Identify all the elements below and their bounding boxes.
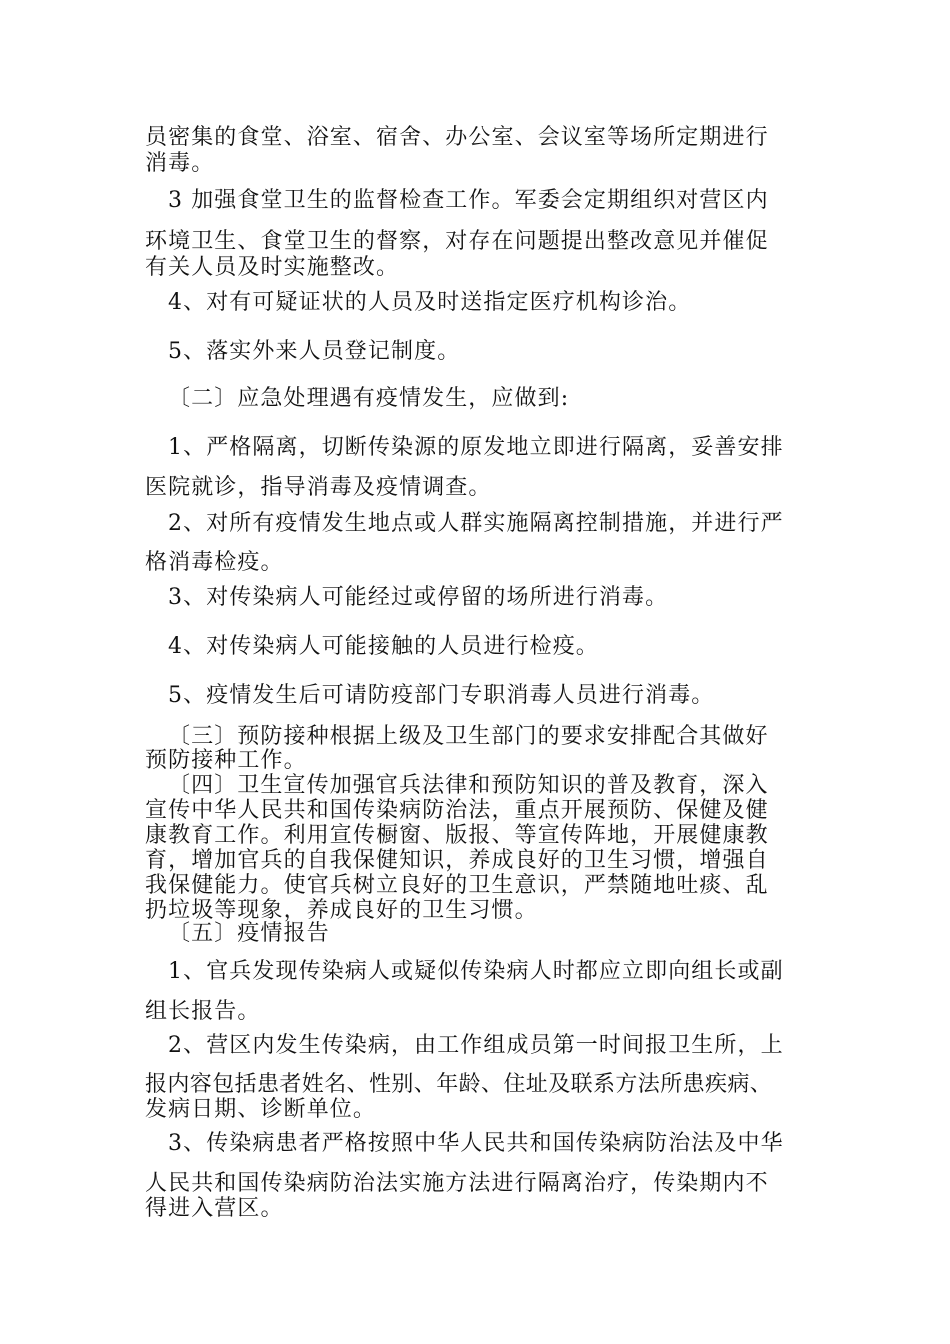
text-line: 员密集的食堂、浴室、宿舍、办公室、会议室等场所定期进行 xyxy=(145,125,769,150)
text-line: 5、疫情发生后可请防疫部门专职消毒人员进行消毒。 xyxy=(168,683,715,708)
section-heading: 〔五〕疫情报告 xyxy=(168,921,330,946)
text-line: 4、对传染病人可能接触的人员进行检疫。 xyxy=(168,634,599,659)
text-line: 医院就诊，指导消毒及疫情调查。 xyxy=(145,475,492,500)
text-line: 育，增加官兵的自我保健知识，养成良好的卫生习惯，增强自 xyxy=(145,848,769,873)
text-line: 宣传中华人民共和国传染病防治法，重点开展预防、保健及健 xyxy=(145,798,769,823)
text-line: 得进入营区。 xyxy=(145,1196,284,1221)
text-line: 环境卫生、食堂卫生的督察，对存在问题提出整改意见并催促 xyxy=(145,229,769,254)
text-line: 扔垃圾等现象，养成良好的卫生习惯。 xyxy=(145,898,538,923)
text-line: 3 加强食堂卫生的监督检查工作。军委会定期组织对营区内 xyxy=(168,188,769,213)
text-line: 有关人员及时实施整改。 xyxy=(145,255,400,280)
section-heading: 〔三〕预防接种根据上级及卫生部门的要求安排配合其做好 xyxy=(168,724,769,749)
text-line: 2、营区内发生传染病，由工作组成员第一时间报卫生所，上 xyxy=(168,1033,784,1058)
text-line: 消毒。 xyxy=(145,151,215,176)
text-line: 3、传染病患者严格按照中华人民共和国传染病防治法及中华 xyxy=(168,1131,784,1156)
text-line: 人民共和国传染病防治法实施方法进行隔离治疗，传染期内不 xyxy=(145,1171,769,1196)
text-line: 2、对所有疫情发生地点或人群实施隔离控制措施，并进行严 xyxy=(168,511,784,536)
text-line: 组长报告。 xyxy=(145,999,261,1024)
text-line: 3、对传染病人可能经过或停留的场所进行消毒。 xyxy=(168,585,669,610)
text-line: 1、官兵发现传染病人或疑似传染病人时都应立即向组长或副 xyxy=(168,959,784,984)
text-line: 5、落实外来人员登记制度。 xyxy=(168,339,461,364)
text-line: 格消毒检疫。 xyxy=(145,550,284,575)
text-line: 我保健能力。使官兵树立良好的卫生意识，严禁随地吐痰、乱 xyxy=(145,873,769,898)
text-line: 康教育工作。利用宣传橱窗、版报、等宣传阵地，开展健康教 xyxy=(145,823,769,848)
text-line: 1、严格隔离，切断传染源的原发地立即进行隔离，妥善安排 xyxy=(168,435,784,460)
text-line: 报内容包括患者姓名、性别、年龄、住址及联系方法所患疾病、 xyxy=(145,1072,773,1097)
text-line: 4、对有可疑证状的人员及时送指定医疗机构诊治。 xyxy=(168,290,692,315)
text-line: 发病日期、诊断单位。 xyxy=(145,1097,377,1122)
text-line: 预防接种工作。 xyxy=(145,748,307,773)
section-heading: 〔四〕卫生宣传加强官兵法律和预防知识的普及教育，深入 xyxy=(168,773,769,798)
section-heading: 〔二〕应急处理遇有疫情发生，应做到: xyxy=(168,386,570,411)
